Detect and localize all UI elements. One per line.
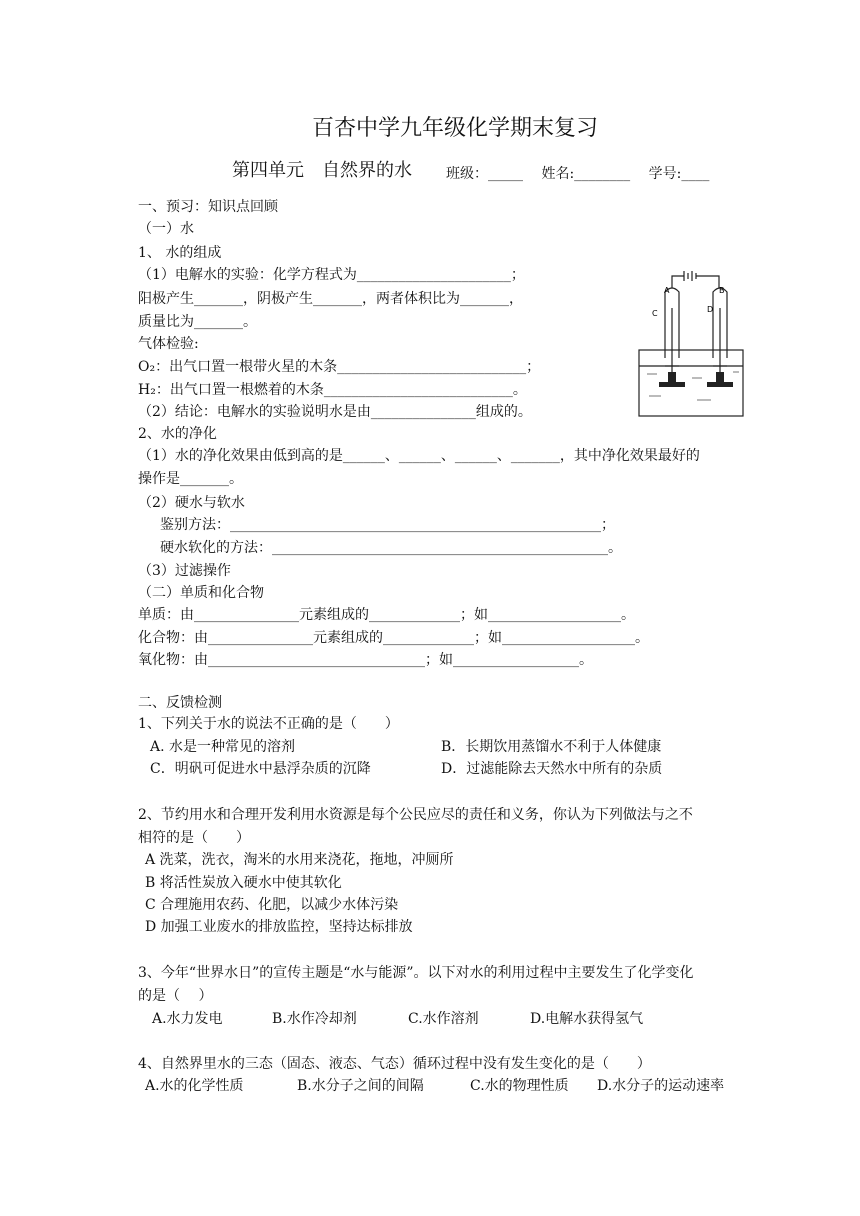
topic-composition: 1、 水的组成 [138,245,222,261]
q3-stem-line2: 的是（ ） [138,988,213,1004]
section-heading-feedback: 二、反馈检测 [138,695,222,711]
best-operation-line: 操作是_______。 [138,471,243,487]
q2-option-d: D 加强工业废水的排放监控，坚持达标排放 [145,919,413,935]
q1-option-a: A. 水是一种常见的溶剂 [150,739,296,755]
label-c: C [652,309,658,318]
q3-option-a: A.水力发电 [152,1011,223,1027]
label-d: D [707,305,714,314]
mass-ratio-line: 质量比为_______。 [138,314,257,330]
q2-option-c: C 合理施用农药、化肥，以减少水体污染 [145,897,399,913]
identify-method-line: 鉴别方法：_____________________________________________________； [160,517,615,533]
compound-def-line: 化合物：由_______________元素组成的_____________；如___________________。 [138,630,649,646]
unit-title: 第四单元 自然界的水 [232,160,412,181]
gas-test-label: 气体检验: [138,336,199,352]
q2-option-a: A 洗菜，洗衣，淘米的水用来浇花，拖地，冲厕所 [145,852,454,868]
oxygen-test-line: O₂：出气口置一根带火星的木条___________________________； [138,359,541,375]
q4-option-b: B.水分子之间的间隔 [297,1078,424,1094]
section-heading-preview: 一、预习：知识点回顾 [138,199,278,215]
q1-option-c: C．明矾可促进水中悬浮杂质的沉降 [150,761,371,777]
conclusion-line: （2）结论：电解水的实验说明水是由_______________组成的。 [138,404,532,420]
electrolysis-line: （1）电解水的实验：化学方程式为______________________； [138,267,525,283]
q3-stem-line1: 3、今年“世界水日”的宣传主题是“水与能源”。以下对水的利用过程中主要发生了化学变化 [138,965,694,981]
student-info-fields: 班级：_____ 姓名:________ 学号:____ [446,166,710,182]
q3-option-c: C.水作溶剂 [408,1011,479,1027]
q1-option-b: B．长期饮用蒸馏水不利于人体健康 [441,739,662,755]
element-def-line: 单质：由_______________元素组成的_____________；如___________________。 [138,607,635,623]
q4-option-a: A.水的化学性质 [145,1078,244,1094]
hydrogen-test-line: H₂：出气口置一根燃着的木条___________________________。 [138,382,527,398]
label-a: A [664,286,670,295]
electrolysis-apparatus-figure [637,268,747,418]
q2-stem-line1: 2、节约用水和合理开发利用水资源是每个公民应尽的责任和义务，你认为下列做法与之不 [138,807,693,823]
q2-stem-line2: 相符的是（ ） [138,830,250,846]
subsection-water: （一）水 [138,221,194,237]
q2-option-b: B 将活性炭放入硬水中使其软化 [145,875,342,891]
q1-stem: 1、下列关于水的说法不正确的是（ ） [138,716,399,732]
page-title: 百杏中学九年级化学期末复习 [312,116,599,141]
filtration-heading: （3）过滤操作 [138,563,231,579]
topic-purification: 2、水的净化 [138,426,217,442]
oxide-def-line: 氧化物：由_______________________________；如__________________。 [138,652,593,668]
q4-stem: 4、自然界里水的三态（固态、液态、气态）循环过程中没有发生变化的是（ ） [138,1056,651,1072]
electrode-products-line: 阳极产生_______，阴极产生_______，两者体积比为_______， [138,291,523,307]
hard-soft-water-heading: （2）硬水与软水 [138,495,245,511]
q3-option-b: B.水作冷却剂 [272,1011,357,1027]
q4-option-d: D.水分子的运动速率 [597,1078,725,1094]
label-b: B [719,286,725,295]
subsection-elements-compounds: （二）单质和化合物 [138,585,264,601]
purification-order-line: （1）水的净化效果由低到高的是______、______、______、_______，其中净化效果最好的 [138,448,700,464]
q4-option-c: C.水的物理性质 [470,1078,569,1094]
q1-option-d: D．过滤能除去天然水中所有的杂质 [441,761,663,777]
q3-option-d: D.电解水获得氢气 [530,1011,644,1027]
softening-method-line: 硬水软化的方法：________________________________________________。 [160,540,622,556]
